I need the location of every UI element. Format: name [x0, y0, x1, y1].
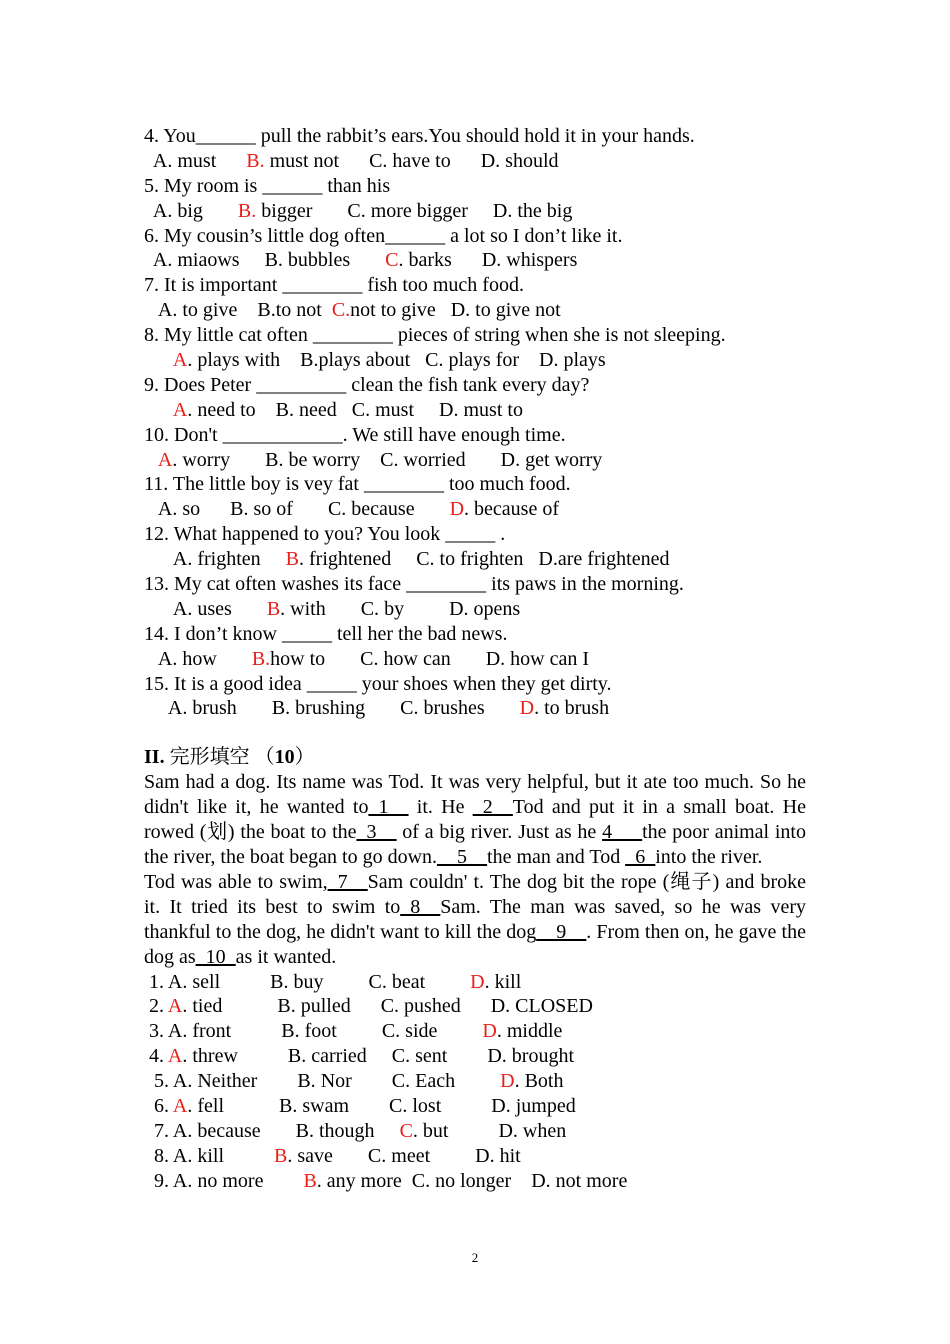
option-letter: B.	[279, 1094, 298, 1117]
option-letter: D.	[491, 1094, 511, 1117]
option-letter: B.	[264, 249, 283, 272]
option-text: so of	[248, 498, 328, 521]
option-text: beat	[386, 970, 471, 993]
question-stem: 9. Does Peter _________ clean the fish tank every day?	[144, 373, 590, 396]
option-letter: C.	[327, 498, 347, 521]
answer-letter-correct: B	[285, 548, 300, 571]
option-text: to give not	[470, 299, 561, 322]
blank-number: _7__	[327, 870, 368, 893]
option-text: to give	[177, 299, 258, 322]
option-letter: B.	[281, 1020, 300, 1043]
option-letter: B.	[230, 498, 249, 521]
option-text: no more	[192, 1169, 304, 1192]
option-letter: A.	[157, 647, 178, 670]
option-letter: D.	[538, 548, 558, 571]
cloze-paragraph-2	[144, 870, 806, 970]
cloze-option-row	[144, 970, 806, 995]
option-letter: C.	[411, 1169, 431, 1192]
option-text: swam	[297, 1094, 390, 1117]
option-text: side	[400, 1020, 483, 1043]
option-prefix	[144, 697, 168, 719]
option-letter: A.	[172, 1144, 193, 1167]
option-letter: C.	[425, 349, 444, 372]
passage-text: Sam had a dog. Its name was Tod. It was very helpful, but it ate too much. So he didn't like it, he wanted to	[144, 771, 806, 819]
option-text: foot	[299, 1020, 382, 1043]
question-options	[144, 248, 806, 273]
question-options	[144, 348, 806, 373]
option-letter: C.	[391, 1045, 411, 1068]
worksheet-page	[144, 124, 806, 1194]
blank-number: __5__	[437, 845, 488, 868]
option-text: front	[187, 1020, 282, 1043]
cloze-option-row	[144, 1044, 806, 1069]
answer-letter-correct: D	[519, 697, 535, 720]
option-text: must to	[458, 398, 523, 421]
cloze-paragraph-1	[144, 770, 806, 870]
question-stem: 7. It is important ________ fish too much food.	[144, 274, 524, 297]
option-text: plays for	[443, 349, 540, 372]
option-text: carried	[306, 1045, 392, 1068]
cloze-option-row	[144, 1069, 806, 1094]
answer-letter-correct: C.	[331, 299, 351, 322]
question-stem: 14. I don’t know _____ tell her the bad news.	[144, 622, 508, 645]
option-prefix	[144, 498, 158, 520]
cloze-options-block	[144, 970, 806, 1194]
option-letter: D.	[498, 1119, 518, 1142]
option-text: must	[172, 149, 247, 172]
option-letter: D.	[475, 1144, 495, 1167]
question-options	[144, 398, 806, 423]
passage-text: . From then on, he gave the dog as	[144, 920, 806, 968]
passage-text: Sam couldn' t. The dog bit the rope (绳子) and broke it. It tried its best to swim to	[144, 870, 806, 918]
question-stem: 5. My room is ______ than his	[144, 174, 391, 197]
answer-letter-correct: B.	[237, 199, 257, 222]
option-text: Each	[410, 1070, 501, 1093]
option-text: . plays with	[187, 349, 301, 372]
option-text: to not	[275, 299, 332, 322]
option-letter: C.	[380, 995, 400, 1018]
option-text: worried	[398, 448, 501, 471]
blank-number: _3__	[356, 821, 397, 844]
question-options	[144, 547, 806, 572]
option-letter: B.	[275, 398, 295, 421]
option-prefix: 4.	[144, 1045, 168, 1068]
option-text: brushes	[418, 697, 520, 720]
option-text: . Both	[514, 1070, 564, 1093]
option-text: not more	[550, 1169, 628, 1192]
option-text: . frightened	[299, 548, 417, 571]
option-text: kill	[192, 1144, 275, 1167]
option-letter: C.	[360, 597, 380, 620]
option-prefix	[144, 200, 153, 222]
option-letter: A.	[172, 1119, 193, 1142]
option-prefix	[144, 249, 153, 271]
option-text: Nor	[315, 1070, 392, 1093]
option-text: . kill	[484, 970, 522, 993]
question-stem: 12. What happened to you? You look _____ .	[144, 523, 506, 546]
option-text: pulled	[295, 995, 381, 1018]
question-options	[144, 647, 806, 672]
option-letter: A.	[172, 548, 193, 571]
option-text: bigger	[256, 199, 348, 222]
cloze-option-row	[144, 1094, 806, 1119]
option-letter: D.	[487, 1045, 507, 1068]
question-options	[144, 149, 806, 174]
question-options	[144, 597, 806, 622]
option-text: hit	[494, 1144, 521, 1167]
option-prefix: 5.	[144, 1070, 173, 1093]
cloze-option-row	[144, 1169, 806, 1194]
option-letter: B.	[277, 995, 296, 1018]
option-letter: D.	[439, 398, 459, 421]
answer-letter-correct: D	[500, 1070, 515, 1093]
option-letter: A.	[152, 149, 173, 172]
answer-letter-correct: B	[266, 597, 281, 620]
option-letter: A.	[167, 970, 188, 993]
question-stem: 11. The little boy is vey fat ________ too much food.	[144, 473, 571, 496]
option-letter: A.	[167, 697, 188, 720]
option-text: lost	[407, 1094, 492, 1117]
option-letter: C.	[347, 199, 366, 222]
answer-letter-correct: A	[172, 1094, 188, 1117]
option-letter: D.	[480, 149, 501, 172]
option-text: sent	[410, 1045, 488, 1068]
answer-letter-correct: A	[167, 995, 183, 1018]
question-options	[144, 298, 806, 323]
blank-number: _2__	[472, 796, 513, 819]
answer-letter-correct: A	[172, 349, 188, 372]
option-text: miaows	[172, 249, 265, 272]
blank-number: _8__	[400, 895, 441, 918]
option-letter: C.	[351, 398, 371, 421]
answer-letter-correct: B	[303, 1169, 317, 1192]
option-text: . middle	[496, 1020, 563, 1043]
option-prefix: 1.	[144, 970, 168, 993]
blank-number: _10_	[195, 945, 236, 968]
option-text: more bigger	[365, 199, 493, 222]
option-letter: C.	[367, 1144, 387, 1167]
question-stem: 8. My little cat often ________ pieces of string when she is not sleeping.	[144, 324, 726, 347]
section-title: 完形填空 （	[164, 746, 275, 769]
option-letter: D.	[539, 349, 559, 372]
option-prefix	[144, 449, 158, 471]
option-text: Neither	[192, 1070, 298, 1093]
option-text: . because of	[464, 498, 559, 521]
option-text: . threw	[182, 1045, 288, 1068]
option-prefix	[144, 299, 158, 321]
option-text: whispers	[501, 249, 578, 272]
answer-letter-correct: D	[449, 498, 465, 521]
option-text: so	[177, 498, 231, 521]
option-text: buy	[288, 970, 369, 993]
cloze-option-row	[144, 1119, 806, 1144]
option-text: . any more	[316, 1169, 412, 1192]
option-letter: B.	[297, 1070, 316, 1093]
option-text: pushed	[399, 995, 491, 1018]
option-text: should	[500, 149, 559, 172]
option-text: brush	[187, 697, 272, 720]
option-text: need	[294, 398, 352, 421]
option-prefix	[144, 150, 153, 172]
answer-letter-correct: A	[157, 448, 173, 471]
passage-text: it. He	[408, 796, 473, 819]
option-letter: D.	[485, 647, 506, 670]
passage-text: Sam. The man was saved, so he was very thankful to the dog, he didn't want to kill the dog	[144, 895, 806, 943]
option-text: brushing	[290, 697, 401, 720]
page-number: 2	[471, 1250, 479, 1265]
option-letter: C.	[389, 1094, 408, 1117]
option-prefix: 8.	[144, 1144, 173, 1167]
option-text: bubbles	[282, 249, 386, 272]
option-text: uses	[192, 597, 267, 620]
option-prefix: 2.	[144, 995, 168, 1018]
question-stem: 6. My cousin’s little dog often______ a lot so I don’t like it.	[144, 224, 623, 247]
option-text: how to	[270, 647, 361, 670]
option-text: . to brush	[534, 697, 610, 720]
option-letter: D.	[490, 995, 511, 1018]
option-prefix	[144, 349, 173, 371]
option-text: . fell	[187, 1094, 280, 1117]
option-text: plays about	[318, 349, 426, 372]
option-text: must	[370, 398, 440, 421]
question-stem: 13. My cat often washes its face ________ its paws in the morning.	[144, 573, 684, 596]
option-text: how can I	[505, 647, 590, 670]
option-text: jumped	[510, 1094, 576, 1117]
section-score: 10	[274, 746, 295, 769]
option-text: the big	[512, 199, 573, 222]
question-options	[144, 497, 806, 522]
option-text: . but	[412, 1119, 499, 1142]
option-prefix	[144, 548, 173, 570]
option-letter: D.	[500, 448, 521, 471]
answer-letter-correct: B.	[251, 647, 271, 670]
option-text: . worry	[172, 448, 266, 471]
passage-text: into the river.	[655, 845, 763, 868]
option-text: because	[346, 498, 450, 521]
option-text: when	[517, 1119, 567, 1142]
blank-number: __9__	[536, 920, 587, 943]
option-letter: C.	[381, 1020, 401, 1043]
section-heading	[144, 745, 806, 770]
option-text: CLOSED	[510, 995, 593, 1018]
option-text: . tied	[182, 995, 278, 1018]
option-letter: A.	[172, 1169, 193, 1192]
option-text: how can	[378, 647, 486, 670]
option-letter: B.	[300, 349, 319, 372]
option-letter: A.	[157, 498, 178, 521]
answer-letter-correct: D	[482, 1020, 497, 1043]
option-letter: C.	[368, 970, 387, 993]
option-text: how	[177, 647, 252, 670]
question-stem: 4. You______ pull the rabbit’s ears.You should hold it in your hands.	[144, 125, 695, 147]
option-text: are frightened	[557, 548, 670, 571]
section-numeral: II.	[144, 746, 165, 769]
option-text: sell	[187, 970, 271, 993]
option-text: frighten	[192, 548, 286, 571]
option-prefix: 6.	[144, 1094, 173, 1117]
option-letter: D.	[531, 1169, 551, 1192]
answer-letter-correct: A	[172, 398, 188, 421]
option-letter: A.	[172, 597, 193, 620]
answer-letter-correct: C	[399, 1119, 413, 1142]
cloze-option-row	[144, 1019, 806, 1044]
option-text: have to	[387, 149, 481, 172]
option-letter: B.	[295, 1119, 314, 1142]
multiple-choice-block	[144, 124, 806, 721]
section-close: ）	[294, 746, 315, 769]
option-text: by	[379, 597, 450, 620]
question-stem: 15. It is a good idea _____ your shoes when they get dirty.	[144, 672, 612, 695]
option-text: . barks	[398, 249, 482, 272]
question-options	[144, 199, 806, 224]
option-text: big	[172, 199, 238, 222]
passage-text: Tod and put it in a small boat. He rowed (划) the boat to the	[144, 796, 806, 844]
option-letter: C.	[416, 548, 435, 571]
option-letter: A.	[152, 249, 173, 272]
option-text: must not	[264, 149, 370, 172]
passage-text: the poor animal into the river, the boat began to go down.	[144, 821, 806, 868]
option-letter: D.	[449, 597, 469, 620]
option-text: plays	[558, 349, 606, 372]
option-letter: D.	[481, 249, 502, 272]
option-letter: C.	[400, 697, 419, 720]
option-letter: B.	[257, 299, 276, 322]
option-prefix	[144, 399, 173, 421]
cloze-option-row	[144, 994, 806, 1019]
option-letter: D.	[450, 299, 471, 322]
option-text: . save	[287, 1144, 368, 1167]
option-letter: B.	[287, 1045, 307, 1068]
answer-letter-correct: D	[470, 970, 485, 993]
option-text: be worry	[283, 448, 381, 471]
option-text: get worry	[520, 448, 603, 471]
option-letter: B.	[265, 448, 284, 471]
answer-letter-correct: B	[274, 1144, 288, 1167]
option-prefix: 7.	[144, 1119, 173, 1142]
passage-text: as it wanted.	[235, 945, 337, 968]
option-text: to frighten	[434, 548, 539, 571]
option-text: opens	[468, 597, 521, 620]
blank-number: _6_	[625, 845, 656, 868]
option-text: because	[192, 1119, 296, 1142]
question-options	[144, 448, 806, 473]
answer-letter-correct: C	[385, 249, 399, 272]
option-text: not to give	[350, 299, 451, 322]
option-text: though	[314, 1119, 400, 1142]
option-letter: C.	[380, 448, 399, 471]
answer-letter-correct: B.	[246, 149, 265, 172]
option-letter: A.	[167, 1020, 188, 1043]
option-text: . with	[280, 597, 361, 620]
option-text: no longer	[430, 1169, 532, 1192]
option-prefix: 9.	[144, 1169, 173, 1192]
question-stem: 10. Don't ____________. We still have enough time.	[144, 423, 566, 446]
question-options	[144, 696, 806, 721]
option-text: brought	[506, 1045, 574, 1068]
option-prefix	[144, 648, 158, 670]
passage-text: Tod was able to swim,	[144, 870, 328, 893]
option-prefix	[144, 598, 173, 620]
option-letter: B.	[270, 970, 289, 993]
option-letter: A.	[152, 199, 173, 222]
option-letter: C.	[391, 1070, 411, 1093]
option-prefix: 3.	[144, 1020, 168, 1043]
option-letter: B.	[271, 697, 291, 720]
blank-number: _1__	[368, 796, 409, 819]
cloze-option-row	[144, 1144, 806, 1169]
option-text: meet	[386, 1144, 476, 1167]
passage-text: of a big river. Just as he	[396, 821, 603, 844]
passage-text: the man and Tod	[487, 845, 626, 868]
option-text: . need to	[187, 398, 276, 421]
option-letter: D.	[492, 199, 513, 222]
answer-letter-correct: A	[167, 1045, 183, 1068]
option-letter: C.	[360, 647, 379, 670]
option-letter: A.	[172, 1070, 193, 1093]
option-letter: A.	[157, 299, 178, 322]
blank-number: 4___	[602, 821, 643, 844]
option-letter: C.	[369, 149, 388, 172]
